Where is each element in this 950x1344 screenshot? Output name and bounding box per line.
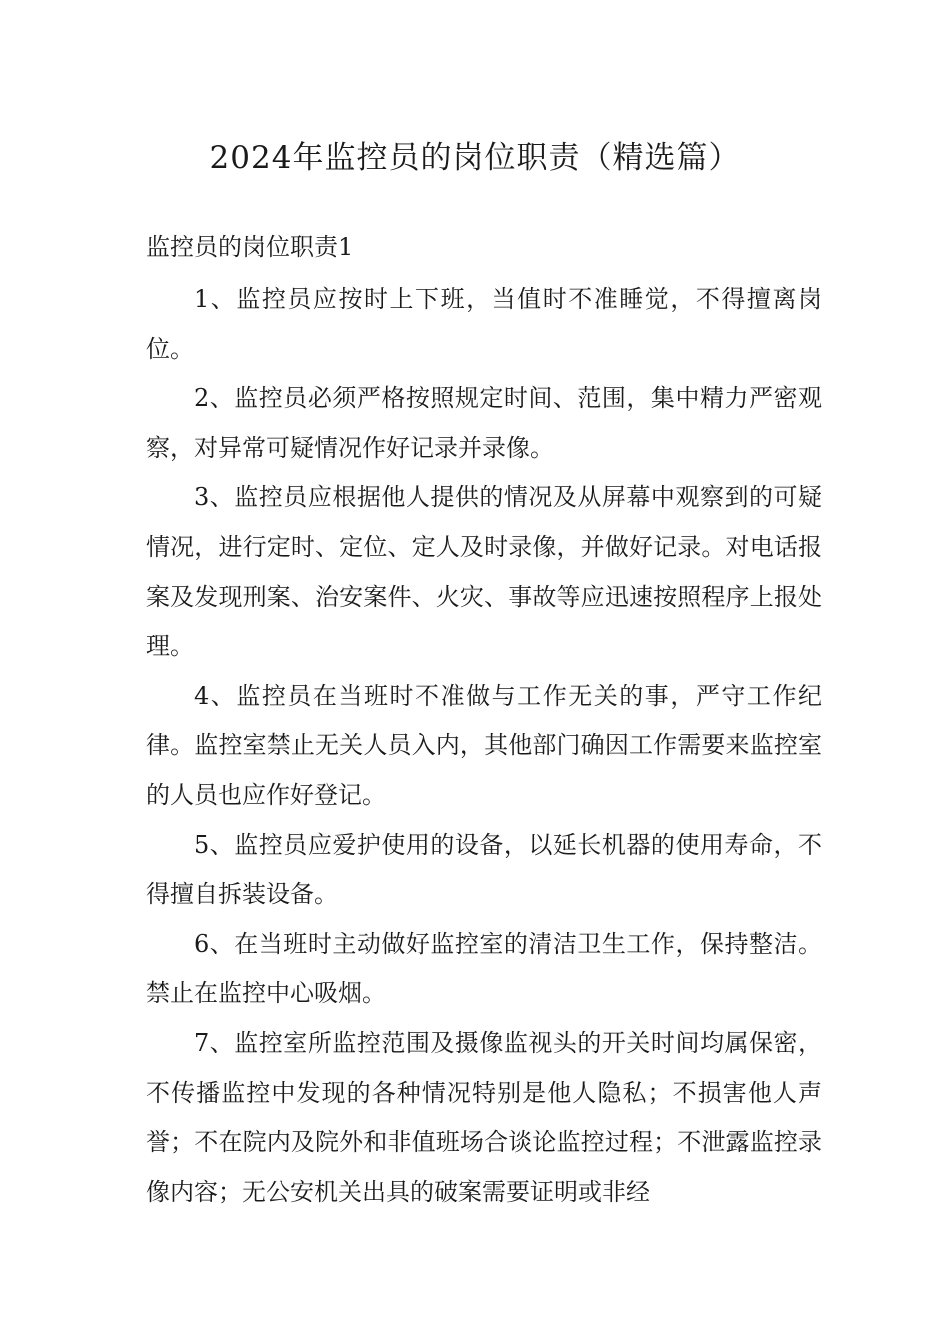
document-body (146, 275, 822, 1217)
paragraph-4: 4、监控员在当班时不准做与工作无关的事，严守工作纪律。监控室禁止无关人员入内，其他部门确因工作需要来监控室的人员也应作好登记。 (146, 681, 822, 809)
paragraph-3: 3、监控员应根据他人提供的情况及从屏幕中观察到的可疑情况，进行定时、定位、定人及时录像，并做好记录。对电话报案及发现刑案、治安案件、火灾、事故等应迅速按照程序上报处理。 (146, 483, 822, 661)
paragraph-2: 2、监控员必须严格按照规定时间、范围，集中精力严密观察，对异常可疑情况作好记录并录像。 (146, 384, 822, 462)
paragraph-6: 6、在当班时主动做好监控室的清洁卫生工作，保持整洁。禁止在监控中心吸烟。 (146, 929, 822, 1008)
paragraph-7: 7、监控室所监控范围及摄像监视头的开关时间均属保密，不传播监控中发现的各种情况特别是他人隐私；不损害他人声誉；不在院内及院外和非值班场合谈论监控过程；不泄露监控录像内容；无公安机关出具的破案需要证明或非经 (146, 1028, 822, 1206)
paragraph-1: 1、监控员应按时上下班，当值时不准睡觉，不得擅离岗位。 (146, 285, 822, 363)
section-heading: 监控员的岗位职责1 (146, 233, 354, 261)
paragraph-5: 5、监控员应爱护使用的设备，以延长机器的使用寿命，不得擅自拆装设备。 (146, 830, 822, 909)
document-title: 2024年监控员的岗位职责（精选篇） (209, 140, 741, 176)
